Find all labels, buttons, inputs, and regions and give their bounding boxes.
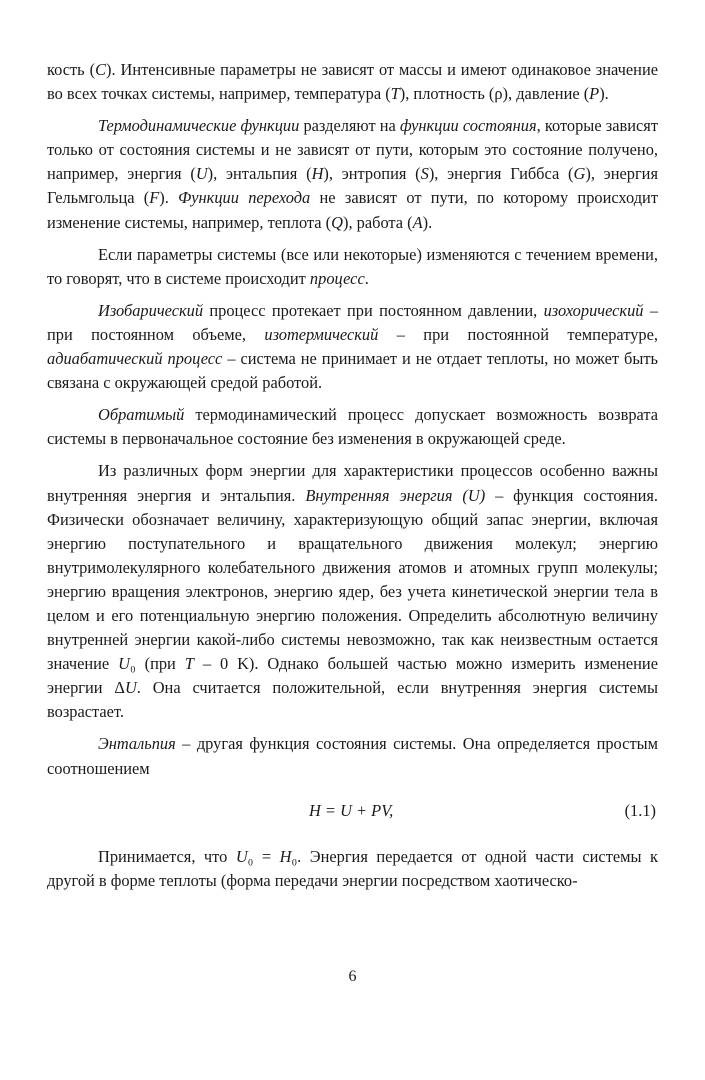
text-run: ₀ (при (129, 654, 185, 674)
page-number: 6 (348, 968, 357, 985)
italic-term: U (124, 678, 137, 698)
paragraph (47, 299, 658, 395)
italic-term: адиабатический процесс (47, 349, 223, 369)
paragraph (47, 243, 658, 291)
italic-term: T (184, 654, 194, 674)
text-run: кость ( (47, 60, 96, 79)
text-run: – система не принимает и не отдает теплоты, но может быть связана с окружающей средой работой. (47, 349, 658, 393)
text-run: ). (599, 84, 609, 104)
paragraphs-before-formula (47, 58, 658, 781)
paragraph (47, 459, 658, 724)
text-run: ), энергия Гиббса ( (428, 164, 574, 184)
paragraph (47, 732, 658, 780)
text-run: – функция состояния. Физически обозначает величину, характеризующую общий запас энергии, включая энергию поступательного и вращательного движения молекул; энергию внутримолекулярного колебательного движения атомов и атомных групп молекулы; энергию вращения электронов, энергию ядер, без учета кинетической энергии тела в целом и его потенциальную энергию положения. Определить абсолютную величину внутренней энергии какой-либо системы невозможно, так как неизвестным остается значение (47, 485, 659, 674)
italic-term: C (95, 60, 106, 79)
paragraph (47, 403, 658, 451)
paragraph (47, 114, 658, 234)
italic-term: A (412, 212, 423, 232)
italic-term: функции состояния (399, 116, 537, 136)
text-run: – 0 K). Однако большей частью можно измерить изменение энергии Δ (47, 654, 658, 698)
italic-term: Энтальпия (98, 734, 176, 754)
italic-term: Функции перехода (178, 188, 311, 208)
text-run: Принимается, что (98, 846, 236, 866)
italic-term: изохорический (543, 300, 644, 320)
text-run: не зависят от пути, по которому происходит изменение системы, например, теплота ( (47, 188, 658, 232)
italic-term: T (390, 84, 400, 104)
italic-term: Изобарический (98, 300, 204, 320)
text-run: ₀. Энергия передается от одной части системы к другой в форме теплоты (форма передачи энергии посредством хаотическо- (47, 846, 658, 890)
italic-term: P (589, 84, 600, 104)
text-run: – другая функция состояния системы. Она определяется простым соотношением (47, 734, 658, 778)
italic-term: F (149, 188, 160, 208)
equation-number: (1.1) (624, 800, 656, 820)
text-run: ), энергия Гельмгольца ( (47, 164, 658, 208)
italic-term: H (279, 846, 292, 866)
text-run: разделяют на (299, 116, 400, 136)
italic-term: Внутренняя энергия (U) (305, 485, 486, 505)
text-run: ). (422, 212, 433, 232)
text-run: ), работа ( (342, 212, 413, 232)
paragraphs-after-formula (47, 845, 658, 893)
text-run: , которые зависят только от состояния системы и не зависят от пути, которым это состояние получено, например, энергия ( (47, 116, 658, 184)
text-run: Из различных форм энергии для характеристики процессов особенно важны внутренняя энергия и энтальпия. (47, 461, 658, 505)
italic-term: U (118, 654, 130, 674)
italic-term: U (195, 164, 208, 184)
italic-term: Q (331, 212, 343, 232)
italic-term: U (235, 846, 248, 866)
text-run: термодинамический процесс допускает возможность возврата системы в первоначальное состояние без изменения в окружающей среде. (47, 405, 658, 449)
text-run: ). Интенсивные параметры не зависят от массы и имеют одинаковое значение во всех точках системы, например, температура ( (47, 60, 659, 104)
text-run: – при постоянной температуре, (378, 324, 658, 344)
text-run: ₀ = (247, 846, 280, 866)
italic-term: изотермический (264, 324, 379, 344)
text-run: процесс протекает при постоянном давлении, (203, 300, 544, 320)
italic-term: H (311, 164, 324, 184)
text-run: – при постоянном объеме, (47, 300, 659, 344)
equation-expression: H = U + PV, (309, 800, 394, 820)
text-run: ), энтропия ( (323, 164, 421, 184)
text-run: ), плотность (ρ), давление ( (399, 84, 590, 104)
text-run: . Она считается положительной, если внутренняя энергия системы возрастает. (47, 678, 658, 722)
paragraph (47, 845, 658, 893)
body-text (47, 58, 658, 901)
paragraph (47, 58, 658, 106)
equation-1-1 (47, 793, 658, 831)
text-run: Если параметры системы (все или некоторые) изменяются с течением времени, то говорят, что в системе происходит (47, 244, 658, 288)
text-run: ). (159, 188, 179, 208)
italic-term: Термодинамические функции (98, 116, 300, 136)
italic-term: S (420, 164, 429, 184)
italic-term: Обратимый (98, 405, 185, 425)
text-run: . (364, 268, 369, 288)
italic-term: процесс (309, 268, 365, 288)
italic-term: G (573, 164, 586, 184)
text-run: ), энтальпия ( (207, 164, 312, 184)
